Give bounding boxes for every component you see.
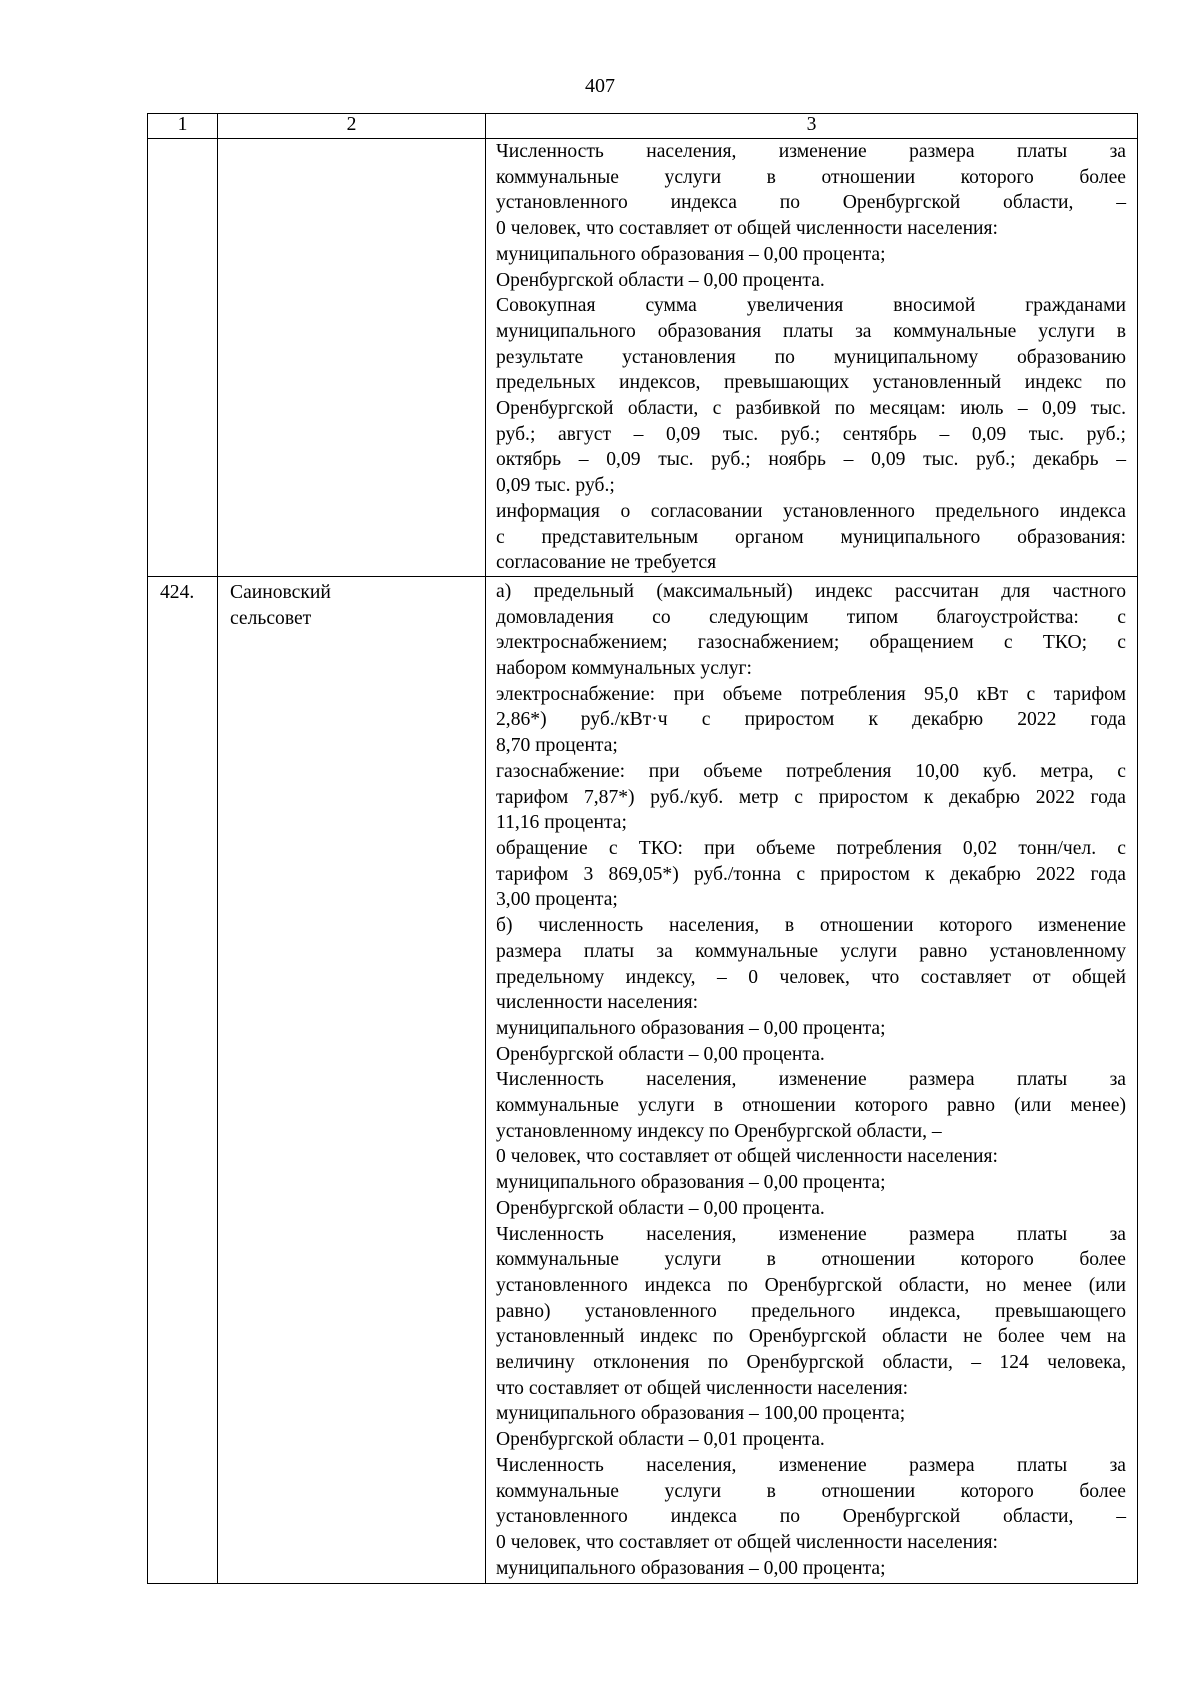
description-line: предельному индексу, – 0 человек, что составляет от общей (496, 966, 1126, 988)
description-line: установленного индекса по Оренбургской области, но менее (или (496, 1274, 1126, 1296)
description-line: Оренбургской области – 0,00 процента. (496, 1197, 825, 1219)
description-line: Численность населения, изменение размера платы за (496, 141, 1126, 162)
municipality-cell (218, 139, 486, 577)
table-row-424 (148, 576, 1138, 1583)
description-line: октябрь – 0,09 тыс. руб.; ноябрь – 0,09 тыс. руб.; декабрь – (496, 449, 1126, 471)
description-line: муниципального образования – 0,00 процента; (496, 1017, 886, 1039)
description-line: тарифом 3 869,05*) руб./тонна с приростом к декабрю 2022 года (496, 863, 1126, 885)
description-line: предельных индексов, превышающих установленный индекс по (496, 372, 1126, 394)
description-line: Численность населения, изменение размера платы за (496, 1069, 1126, 1091)
description-line: результате установления по муниципальному образованию (496, 346, 1126, 368)
description-line: набором коммунальных услуг: (496, 658, 752, 680)
description-line: электроснабжением; газоснабжением; обращением с ТКО; с (496, 632, 1126, 654)
description-line: Оренбургской области – 0,00 процента. (496, 269, 825, 291)
column-header-3: 3 (486, 114, 1138, 139)
description-line: 0,09 тыс. руб.; (496, 475, 615, 497)
description-line: установленному индексу по Оренбургской области, – (496, 1120, 942, 1142)
description-line: информация о согласовании установленного предельного индекса (496, 500, 1126, 522)
description-line: установленного индекса по Оренбургской области, – (496, 192, 1126, 214)
description-line: 0 человек, что составляет от общей численности населения: (496, 1146, 999, 1168)
description-line: Численность населения, изменение размера платы за (496, 1454, 1126, 1476)
description-cell (486, 576, 1138, 1583)
description-line: коммунальные услуги в отношении которого равно (или менее) (496, 1095, 1126, 1117)
description-line: Совокупная сумма увеличения вносимой гражданами (496, 295, 1126, 317)
description-line: что составляет от общей численности населения: (496, 1377, 909, 1399)
description-line: размера платы за коммунальные услуги равно установленному (496, 940, 1126, 962)
table-row-continuation (148, 139, 1138, 577)
description-line: муниципального образования – 0,00 процента; (496, 1557, 886, 1579)
description-line: 8,70 процента; (496, 735, 618, 757)
description-line: коммунальные услуги в отношении которого более (496, 1480, 1126, 1502)
description-line: муниципального образования – 0,00 процента; (496, 243, 886, 265)
description-line: установленный индекс по Оренбургской области не более чем на (496, 1326, 1126, 1348)
description-line: муниципального образования платы за коммунальные услуги в (496, 320, 1126, 342)
row-number-cell (148, 139, 218, 577)
description-line: 0 человек, что составляет от общей численности населения: (496, 218, 999, 240)
column-header-1: 1 (148, 114, 218, 139)
column-header-2: 2 (218, 114, 486, 139)
description-line: Оренбургской области – 0,01 процента. (496, 1429, 825, 1451)
description-line: тарифом 7,87*) руб./куб. метр с приростом к декабрю 2022 года (496, 786, 1126, 808)
description-line: согласование не требуется (496, 552, 717, 574)
description-line: газоснабжение: при объеме потребления 10,00 куб. метра, с (496, 760, 1126, 782)
description-line: а) предельный (максимальный) индекс рассчитан для частного (496, 580, 1126, 602)
description-line: 0 человек, что составляет от общей численности населения: (496, 1531, 999, 1553)
table-header-row (148, 114, 1138, 139)
description-line: б) численность населения, в отношении которого изменение (496, 915, 1126, 937)
data-table (147, 113, 1138, 1584)
page-number: 407 (585, 75, 615, 97)
description-line: Оренбургской области – 0,00 процента. (496, 1043, 825, 1065)
description-line: равно) установленного предельного индекса, превышающего (496, 1300, 1126, 1322)
row-number: 424. (160, 581, 195, 603)
municipality-cell (218, 576, 486, 1583)
description-line: 2,86*) руб./кВт·ч с приростом к декабрю 2022 года (496, 709, 1126, 731)
description-line: Оренбургской области, с разбивкой по месяцам: июль – 0,09 тыс. (496, 398, 1126, 420)
description-line: коммунальные услуги в отношении которого более (496, 166, 1126, 188)
description-line: электроснабжение: при объеме потребления 95,0 кВт с тарифом (496, 683, 1126, 705)
description-line: муниципального образования – 0,00 процента; (496, 1172, 886, 1194)
description-line: 11,16 процента; (496, 812, 627, 834)
description-line: домовладения со следующим типом благоустройства: с (496, 606, 1126, 628)
municipality-name-line: сельсовет (230, 607, 312, 629)
description-line: Численность населения, изменение размера платы за (496, 1223, 1126, 1245)
description-line: величину отклонения по Оренбургской области, – 124 человека, (496, 1352, 1126, 1374)
description-line: муниципального образования – 100,00 процента; (496, 1403, 906, 1425)
description-line: обращение с ТКО: при объеме потребления 0,02 тонн/чел. с (496, 837, 1126, 859)
description-line: 3,00 процента; (496, 889, 618, 911)
description-line: установленного индекса по Оренбургской области, – (496, 1506, 1126, 1528)
description-cell (486, 139, 1138, 577)
municipality-name-line: Саиновский (230, 581, 331, 603)
description-line: численности населения: (496, 992, 699, 1014)
description-line: с представительным органом муниципального образования: (496, 526, 1126, 548)
description-line: руб.; август – 0,09 тыс. руб.; сентябрь – 0,09 тыс. руб.; (496, 423, 1126, 445)
row-number-cell (148, 576, 218, 1583)
description-line: коммунальные услуги в отношении которого более (496, 1249, 1126, 1271)
